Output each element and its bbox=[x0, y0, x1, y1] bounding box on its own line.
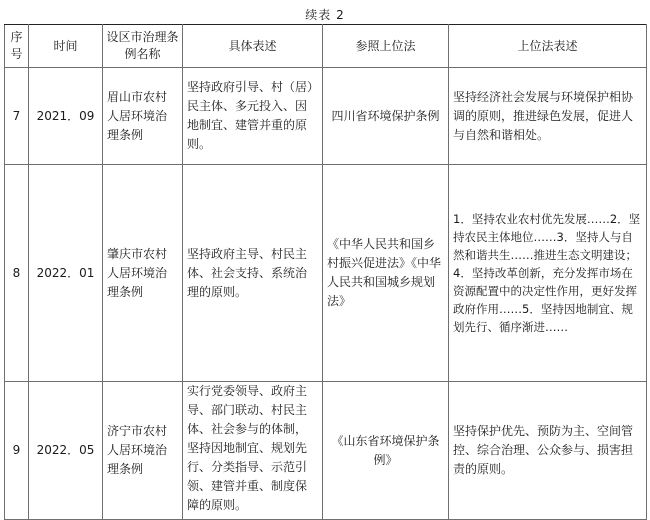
row-law: 《中华人民共和国乡村振兴促进法》《中华人民共和国城乡规划法》 bbox=[323, 165, 449, 382]
header-row bbox=[5, 25, 647, 68]
header-upper: 上位法表述 bbox=[449, 25, 647, 68]
header-name: 设区市治理条例名称 bbox=[103, 25, 183, 68]
row-time: 2022．01 bbox=[29, 165, 103, 382]
table-row bbox=[5, 68, 647, 165]
row-time: 2022．05 bbox=[29, 382, 103, 520]
row-seq: 9 bbox=[5, 382, 29, 520]
regulation-table bbox=[4, 24, 647, 520]
header-desc: 具体表述 bbox=[183, 25, 323, 68]
header-time: 时间 bbox=[29, 25, 103, 68]
row-upper: 坚持保护优先、预防为主、空间管控、综合治理、公众参与、损害担责的原则。 bbox=[449, 382, 647, 520]
row-seq: 7 bbox=[5, 68, 29, 165]
row-seq: 8 bbox=[5, 165, 29, 382]
row-upper: 坚持经济社会发展与环境保护相协调的原则，推进绿色发展，促进人与自然和谐相处。 bbox=[449, 68, 647, 165]
row-desc: 实行党委领导、政府主导、部门联动、村民主体、社会参与的体制，坚持因地制宜、规划先行、分类指导、示范引领、建管并重、制度保障的原则。 bbox=[183, 382, 323, 520]
row-time: 2021．09 bbox=[29, 68, 103, 165]
header-seq: 序号 bbox=[5, 25, 29, 68]
row-desc: 坚持政府引导、村（居）民主体、多元投入、因地制宜、建管并重的原则。 bbox=[183, 68, 323, 165]
row-law: 《山东省环境保护条例》 bbox=[323, 382, 449, 520]
row-name: 肇庆市农村人居环境治理条例 bbox=[103, 165, 183, 382]
row-name: 济宁市农村人居环境治理条例 bbox=[103, 382, 183, 520]
row-desc: 坚持政府主导、村民主体、社会支持、系统治理的原则。 bbox=[183, 165, 323, 382]
table-row bbox=[5, 165, 647, 382]
table-caption: 续表 2 bbox=[305, 8, 345, 22]
row-upper: 1．坚持农业农村优先发展……2．坚持农民主体地位……3．坚持人与自然和谐共生……推进生态文明建设；4．坚持改革创新，充分发挥市场在资源配置中的决定性作用，更好发挥政府作用……5．坚持因地制宜、规划先行、循序渐进…… bbox=[449, 165, 647, 382]
header-law: 参照上位法 bbox=[323, 25, 449, 68]
row-name: 眉山市农村人居环境治理条例 bbox=[103, 68, 183, 165]
table-row bbox=[5, 382, 647, 520]
row-law: 四川省环境保护条例 bbox=[323, 68, 449, 165]
